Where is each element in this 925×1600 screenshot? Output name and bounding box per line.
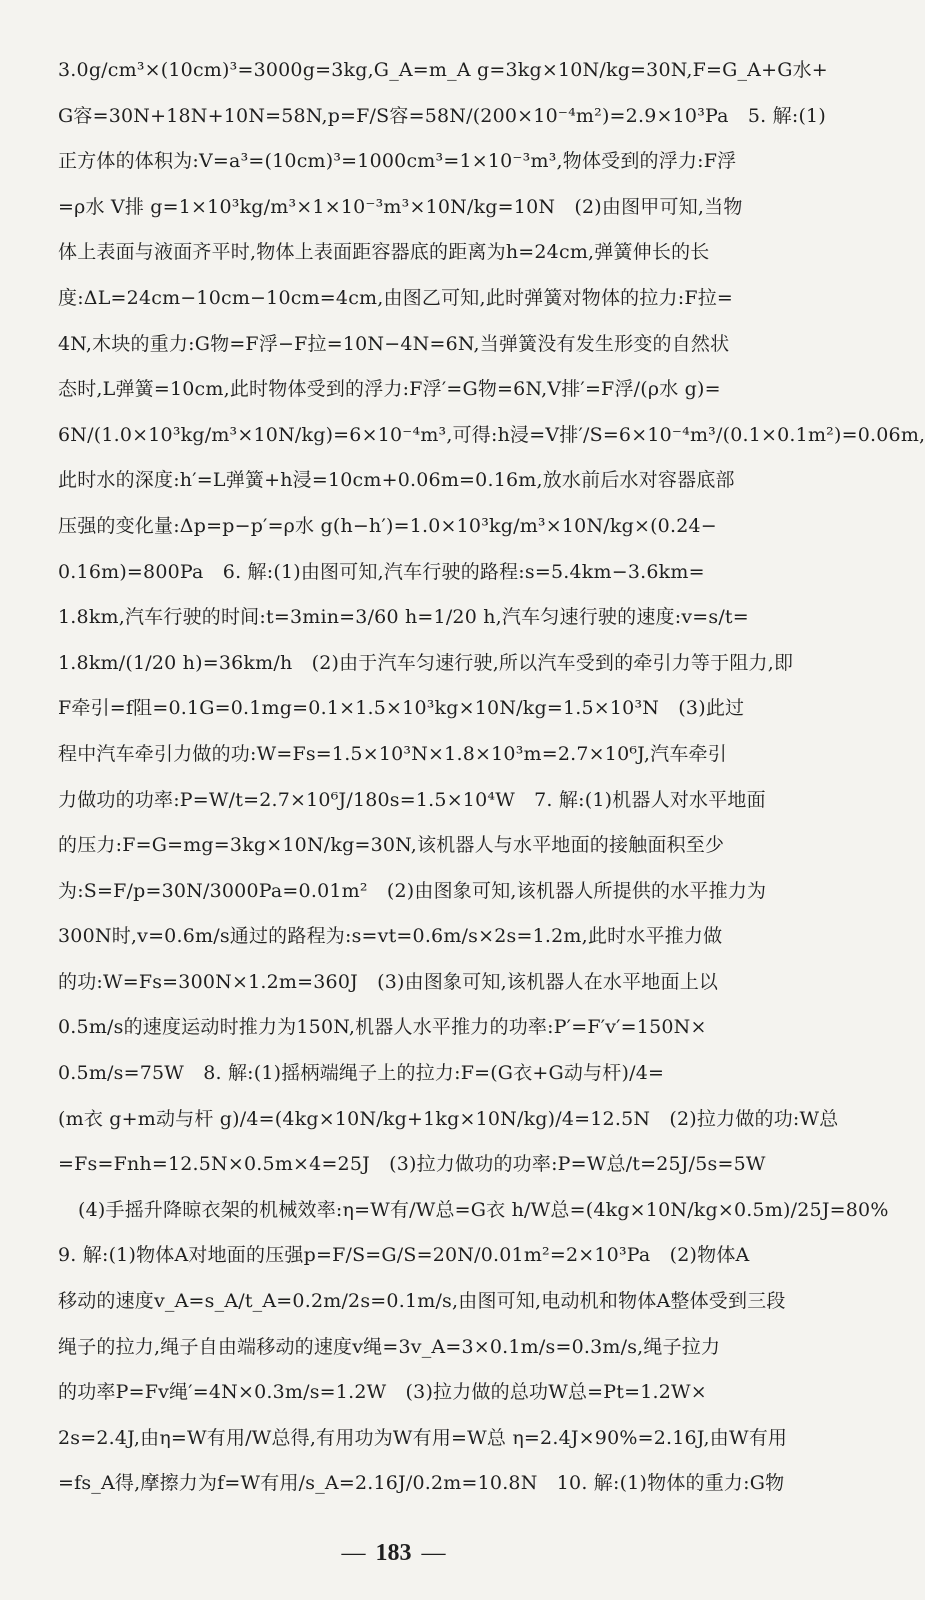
text-line: 4N,木块的重力:G物=F浮−F拉=10N−4N=6N,当弹簧没有发生形变的自然状 bbox=[58, 332, 730, 355]
text-line: 为:S=F/p=30N/3000Pa=0.01m² (2)由图象可知,该机器人所提供的水平推力为 bbox=[58, 879, 767, 902]
text-line: 正方体的体积为:V=a³=(10cm)³=1000cm³=1×10⁻³m³,物体受到的浮力:F浮 bbox=[58, 150, 737, 173]
footer-dash-left: — bbox=[341, 1540, 366, 1566]
text-line: =ρ水 V排 g=1×10³kg/m³×1×10⁻³m³×10N/kg=10N (2)由图甲可知,当物 bbox=[58, 195, 743, 218]
page-number: 183 bbox=[375, 1540, 412, 1566]
page-footer bbox=[0, 1540, 787, 1567]
text-line: 度:ΔL=24cm−10cm−10cm=4cm,由图乙可知,此时弹簧对物体的拉力:F拉= bbox=[58, 286, 734, 309]
text-line: (m衣 g+m动与杆 g)/4=(4kg×10N/kg+1kg×10N/kg)/4=12.5N (2)拉力做的功:W总 bbox=[58, 1107, 839, 1130]
text-line: 1.8km,汽车行驶的时间:t=3min=3/60 h=1/20 h,汽车匀速行驶的速度:v=s/t= bbox=[58, 606, 749, 629]
text-line: 300N时,v=0.6m/s通过的路程为:s=vt=0.6m/s×2s=1.2m,此时水平推力做 bbox=[58, 925, 723, 948]
text-line: F牵引=f阻=0.1G=0.1mg=0.1×1.5×10³kg×10N/kg=1.5×10³N (3)此过 bbox=[58, 697, 745, 720]
text-line: 程中汽车牵引力做的功:W=Fs=1.5×10³N×1.8×10³m=2.7×10⁶J,汽车牵引 bbox=[58, 742, 727, 765]
text-line: 2s=2.4J,由η=W有用/W总得,有用功为W有用=W总 η=2.4J×90%=2.16J,由W有用 bbox=[58, 1426, 788, 1449]
text-line: 此时水的深度:h′=L弹簧+h浸=10cm+0.06m=0.16m,放水前后水对容器底部 bbox=[58, 469, 735, 492]
text-line: 体上表面与液面齐平时,物体上表面距容器底的距离为h=24cm,弹簧伸长的长 bbox=[58, 241, 710, 264]
text-line: 绳子的拉力,绳子自由端移动的速度v绳=3v_A=3×0.1m/s=0.3m/s,绳子拉力 bbox=[58, 1335, 721, 1358]
text-line: 的功率P=Fv绳′=4N×0.3m/s=1.2W (3)拉力做的总功W总=Pt=1.2W× bbox=[58, 1381, 707, 1404]
text-line: 3.0g/cm³×(10cm)³=3000g=3kg,G_A=m_A g=3kg×10N/kg=30N,F=G_A+G水+ bbox=[58, 59, 828, 81]
text-line: 6N/(1.0×10³kg/m³×10N/kg)=6×10⁻⁴m³,可得:h浸=V排′/S=6×10⁻⁴m³/(0.1×0.1m²)=0.06m, bbox=[58, 423, 925, 446]
text-line: 0.5m/s=75W 8. 解:(1)摇柄端绳子上的拉力:F=(G衣+G动与杆)/4= bbox=[58, 1062, 665, 1085]
text-line: =fs_A得,摩擦力为f=W有用/s_A=2.16J/0.2m=10.8N 10. 解:(1)物体的重力:G物 bbox=[58, 1472, 785, 1495]
text-line: =Fs=Fnh=12.5N×0.5m×4=25J (3)拉力做功的功率:P=W总/t=25J/5s=5W bbox=[58, 1153, 766, 1176]
text-line: 0.5m/s的速度运动时推力为150N,机器人水平推力的功率:P′=F′v′=150N× bbox=[58, 1016, 707, 1039]
text-line: 0.16m)=800Pa 6. 解:(1)由图可知,汽车行驶的路程:s=5.4km−3.6km= bbox=[58, 560, 705, 583]
text-line: G容=30N+18N+10N=58N,p=F/S容=58N/(200×10⁻⁴m²)=2.9×10³Pa 5. 解:(1) bbox=[58, 104, 826, 127]
text-line: 移动的速度v_A=s_A/t_A=0.2m/2s=0.1m/s,由图可知,电动机和物体A整体受到三段 bbox=[58, 1290, 786, 1313]
text-line: 压强的变化量:Δp=p−p′=ρ水 g(h−h′)=1.0×10³kg/m³×10N/kg×(0.24− bbox=[58, 514, 717, 537]
text-line: 的压力:F=G=mg=3kg×10N/kg=30N,该机器人与水平地面的接触面积至少 bbox=[58, 834, 725, 857]
text-line: 的功:W=Fs=300N×1.2m=360J (3)由图象可知,该机器人在水平地面上以 bbox=[58, 970, 719, 993]
text-line: 9. 解:(1)物体A对地面的压强p=F/S=G/S=20N/0.01m²=2×10³Pa (2)物体A bbox=[58, 1244, 750, 1267]
text-line: 态时,L弹簧=10cm,此时物体受到的浮力:F浮′=G物=6N,V排′=F浮/(ρ水 g)= bbox=[58, 378, 721, 401]
footer-dash-right: — bbox=[421, 1540, 446, 1566]
answer-text-block bbox=[58, 48, 925, 1507]
text-line: 1.8km/(1/20 h)=36km/h (2)由于汽车匀速行驶,所以汽车受到的牵引力等于阻力,即 bbox=[58, 651, 794, 674]
text-line: 力做功的功率:P=W/t=2.7×10⁶J/180s=1.5×10⁴W 7. 解:(1)机器人对水平地面 bbox=[58, 788, 766, 811]
text-line: (4)手摇升降晾衣架的机械效率:η=W有/W总=G衣 h/W总=(4kg×10N/kg×0.5m)/25J=80% bbox=[78, 1198, 889, 1221]
